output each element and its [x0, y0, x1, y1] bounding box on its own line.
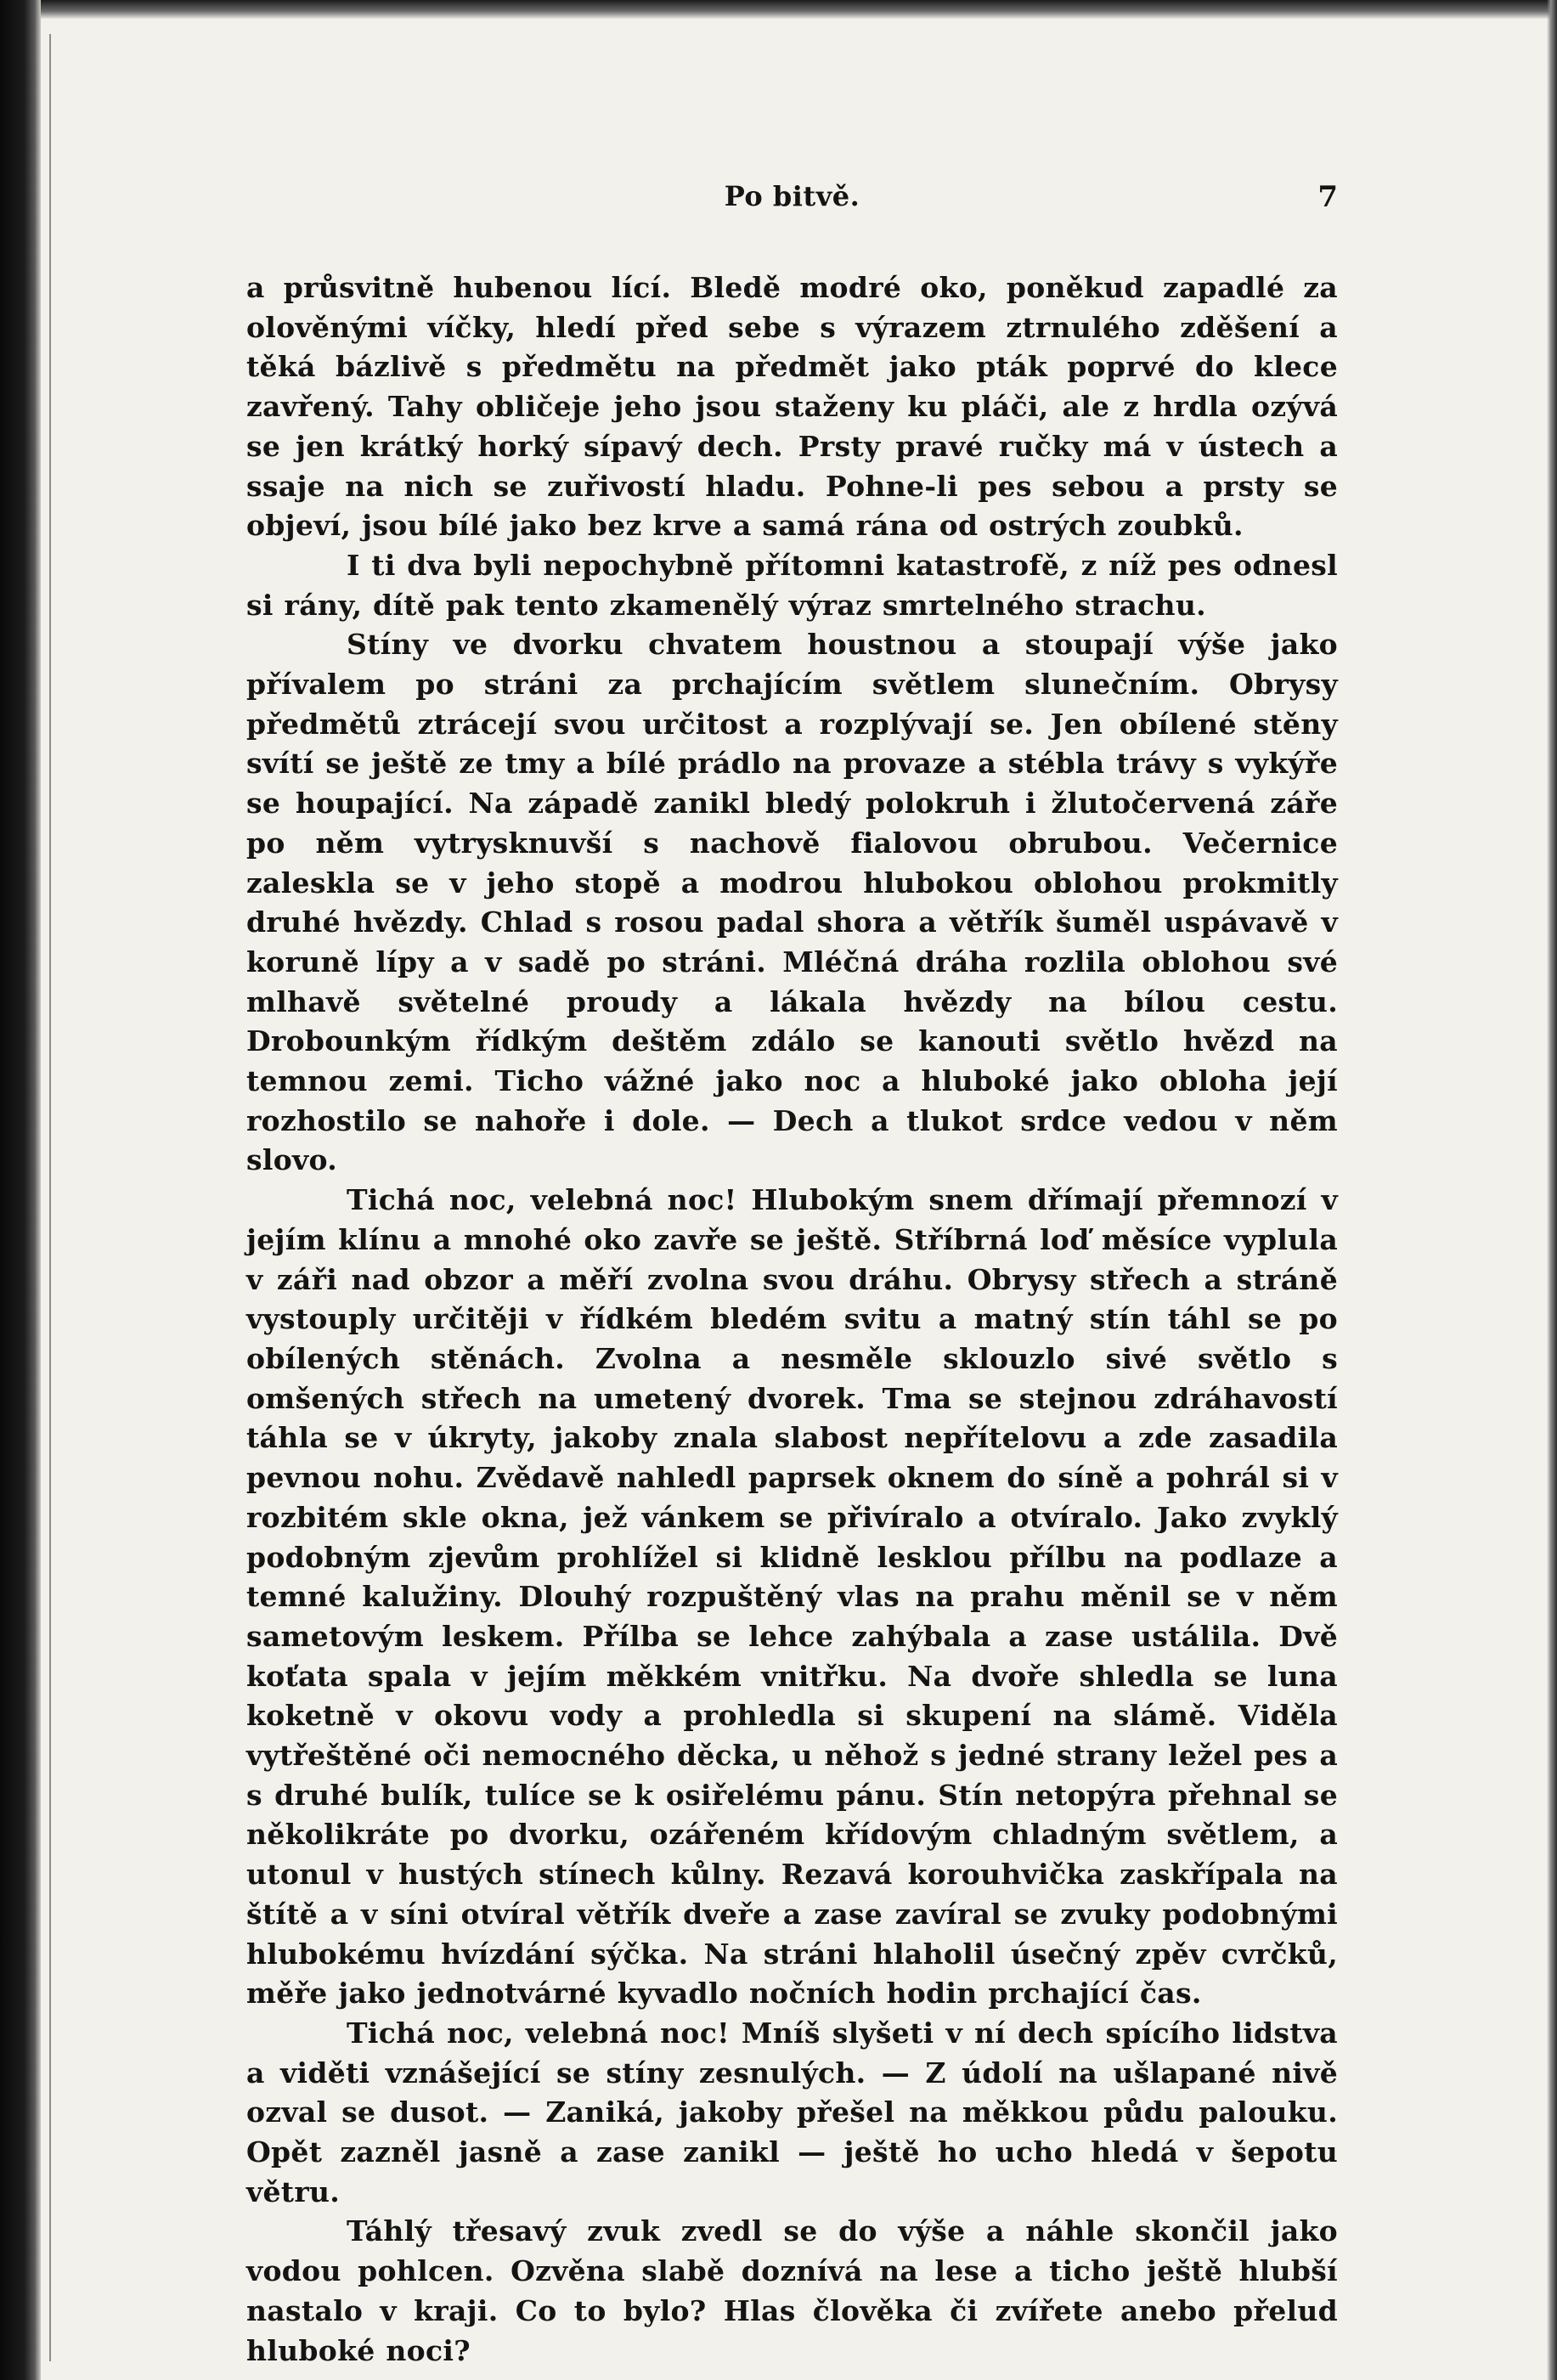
- paragraph-2: I ti dva byli nepochybně přítomni katastrofě, z níž pes odnesl si rány, dítě pak tento zkamenělý výraz smrtelného strachu.: [246, 548, 1338, 622]
- paragraph-5: Tichá noc, velebná noc! Mníš slyšeti v ní dech spícího lidstva a viděti vznášející se stíny zesnulých. — Z údolí na ušlapané nivě ozval se dusot. — Zaniká, jakoby přešel na měkkou půdu palouku. Opět zazněl jasně a zase zanikl — ještě ho ucho hledá v šepotu větru.: [246, 2016, 1338, 2208]
- paragraph-3: Stíny ve dvorku chvatem houstnou a stoupají výše jako přívalem po stráni za prchajícím světlem slunečním. Obrysy předmětů ztrácejí svou určitost a rozplývají se. Jen obílené stěny svítí se ještě ze tmy a bílé prádlo na provaze a stébla trávy s vykýře se houpající. Na západě zanikl bledý polokruh i žlutočervená záře po něm vytrysknuvší s nachově fialovou obrubou. Večernice zaleskla se v jeho stopě a modrou hlubokou oblohou prokmitly druhé hvězdy. Chlad s rosou padal shora a větřík šuměl uspávavě v koruně lípy a v sadě po stráni. Mléčná dráha rozlila oblohou své mlhavě světelné proudy a lákala hvězdy na bílou cestu. Drobounkým řídkým deštěm zdálo se kanouti světlo hvězd na temnou zemi. Ticho vážné jako noc a hluboké jako obloha její rozhostilo se nahoře i dole. — Dech a tlukot srdce vedou v něm slovo.: [246, 628, 1338, 1177]
- paragraph-4: Tichá noc, velebná noc! Hlubokým snem dřímají přemnozí v jejím klínu a mnohé oko zavře se ještě. Stříbrná loď měsíce vyplula v záři nad obzor a měří zvolna svou dráhu. Obrysy střech a stráně vystouply určitěji v řídkém bledém svitu a matný stín táhl se po obílených stěnách. Zvolna a nesměle sklouzlo sivé světlo s omšených střech na umetený dvorek. Tma se stejnou zdráhavostí táhla se v úkryty, jakoby znala slabost nepřítelovu a zde zasadila pevnou nohu. Zvědavě nahledl paprsek oknem do síně a pohrál si v rozbitém skle okna, jež vánkem se přivíralo a otvíralo. Jako zvyklý podobným zjevům prohlížel si klidně lesklou přílbu na podlaze a temné kalužiny. Dlouhý rozpuštěný vlas na prahu měnil se v něm sametovým leskem. Přílba se lehce zahýbala a zase ustálila. Dvě koťata spala v jejím měkkém vnitřku. Na dvoře shledla se luna koketně v okovu vody a prohledla si skupení na slámě. Viděla vytřeštěné oči nemocného děcka, u něhož s jedné strany ležel pes a s druhé bulík, tulíce se k osiřelému pánu. Stín netopýra přehnal se několikráte po dvorku, ozářeném křídovým chladným světlem, a utonul v hustých stínech kůlny. Rezavá korouhvička zaskřípala na štítě a v síni otvíral větřík dveře a zase zavíral se zvuky podobnými hlubokému hvízdání sýčka. Na stráni hlaholil úsečný zpěv cvrčků, měře jako jednotvárné kyvadlo nočních hodin prchající čas.: [246, 1183, 1338, 2011]
- scan-border-right: [1547, 0, 1557, 2380]
- scan-border-top: [0, 0, 1557, 19]
- binding-rule: [49, 34, 51, 2361]
- paragraph-6: Táhlý třesavý zvuk zvedl se do výše a náhle skončil jako vodou pohlcen. Ozvěna slabě doznívá na lese a ticho ještě hlubší nastalo v kraji. Co to bylo? Hlas člověka či zvířete anebo přelud hluboké noci?: [246, 2214, 1338, 2367]
- paragraph-1: a průsvitně hubenou lící. Bledě modré oko, poněkud zapadlé za olověnými víčky, hledí před sebe s výrazem ztrnulého zděšení a těká bázlivě s předmětu na předmět jako pták poprvé do klece zavřený. Tahy obličeje jeho jsou staženy ku pláči, ale z hrdla ozývá se jen krátký horký sípavý dech. Prsty pravé ručky má v ústech a ssaje na nich se zuřivostí hladu. Pohne-li pes sebou a prsty se objeví, jsou bílé jako bez krve a samá rána od ostrých zoubků.: [246, 271, 1338, 543]
- page-number: 7: [1317, 180, 1338, 214]
- running-title: Po bitvě.: [724, 180, 860, 212]
- body-text: [246, 268, 1338, 2367]
- scan-border-left: [0, 0, 41, 2380]
- page-header: [246, 180, 1338, 223]
